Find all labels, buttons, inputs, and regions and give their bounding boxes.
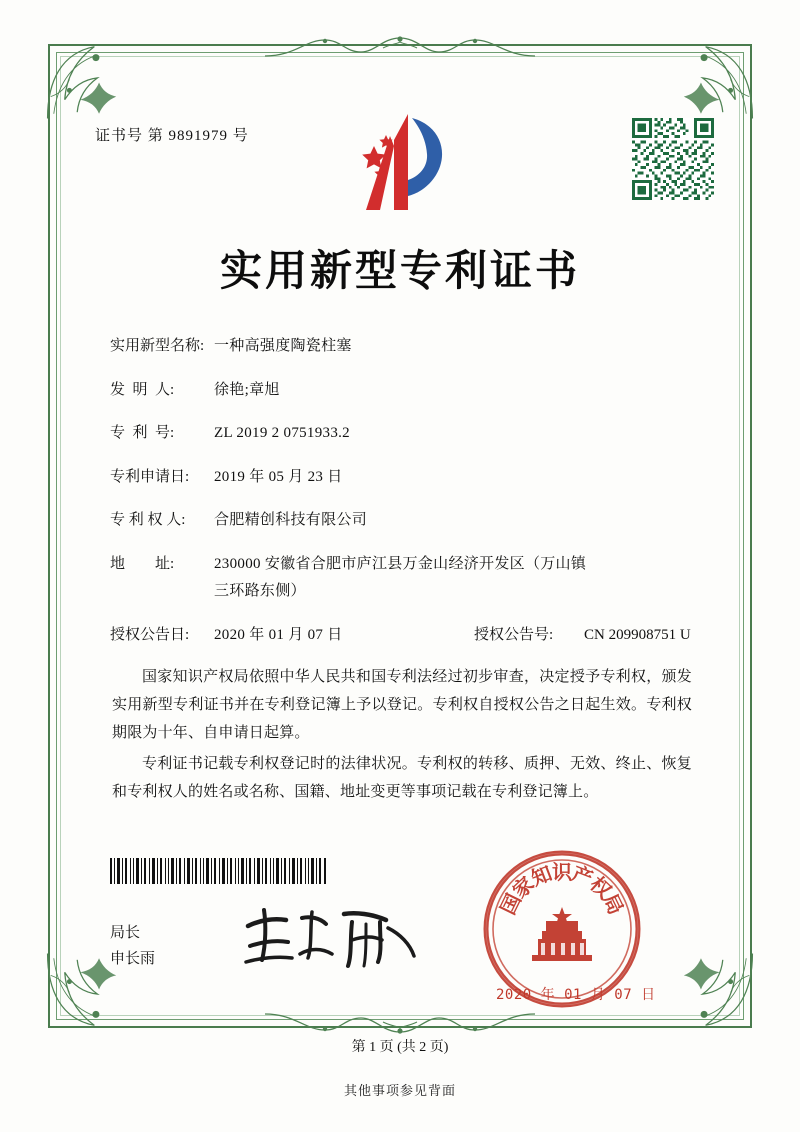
page-title: 实用新型专利证书 [219,246,580,295]
field-application-date [110,466,710,489]
handwritten-signature-icon [240,900,420,972]
svg-text:知: 知 [527,860,556,891]
field-value: 一种高强度陶瓷柱塞 [214,338,352,354]
field-inventors [110,379,710,402]
address-line-1: 230000 安徽省合肥市庐江县万金山经济开发区（万山镇 [214,555,587,572]
signature-name: 申长雨 [110,951,156,968]
paragraph-1: 国家知识产权局依照中华人民共和国专利法经过初步审查，决定授予专利权，颁发实用新型专利证书并在专利登记簿上予以登记。专利权自授权公告之日起生效。专利权期限为十年、自申请日起算。 [112,669,692,741]
bottom-edge-ornament-icon [265,1010,535,1036]
field-label: 实用新型名称: [110,338,205,354]
seal-date: 2020 年 01 月 07 日 [496,987,656,1003]
page-number: 第 1 页 (共 2 页) [351,1040,449,1055]
field-grant-announcement [110,624,710,647]
address-line-2: 三环路东侧） [214,583,306,599]
field-label: 授权公告日: [110,626,190,643]
field-value: ZL 2019 2 0751933.2 [214,425,350,441]
top-edge-ornament-icon [265,34,535,60]
field-value-secondary: CN 209908751 U [584,626,691,643]
field-value [214,553,710,603]
signature-block [110,920,155,973]
svg-text:权: 权 [585,871,617,903]
svg-text:家: 家 [507,871,539,903]
barcode-icon [110,858,326,884]
svg-text:识: 识 [552,860,572,884]
field-value: 2019 年 05 月 23 日 [214,468,343,485]
field-list [110,335,710,662]
corner-ornament-icon [46,42,124,120]
corner-ornament-icon [676,42,754,120]
body-text [112,664,692,811]
field-value: 徐艳;章旭 [214,381,280,398]
field-utility-model-name [110,335,710,358]
svg-text:国: 国 [495,889,526,919]
footnote: 其他事项参见背面 [343,1083,456,1098]
svg-text:局: 局 [598,889,629,919]
field-label: 发 明 人: [110,381,175,398]
corner-ornament-icon [676,952,754,1030]
qr-code-icon [632,118,714,200]
field-value: 2020 年 01 月 07 日 [214,626,343,643]
cnipa-logo-icon [350,110,460,215]
field-label-secondary: 授权公告号: [474,626,554,643]
paragraph-2: 专利证书记载专利权登记时的法律状况。专利权的转移、质押、无效、终止、恢复和专利权人的姓名或名称、国籍、地址变更等事项记载在专利登记簿上。 [112,756,692,800]
field-patent-number [110,422,710,445]
signature-role: 局长 [110,925,141,941]
certificate-number: 证书号 第 9891979 号 [95,128,249,144]
svg-text:产: 产 [568,860,597,891]
field-value: 合肥精创科技有限公司 [214,512,368,528]
field-patentee [110,509,710,532]
field-label: 专利申请日: [110,468,190,485]
field-address [110,553,710,603]
field-label: 专 利 号: [110,425,175,441]
field-label: 专 利 权 人: [110,512,186,528]
field-label: 地 址: [110,555,175,572]
